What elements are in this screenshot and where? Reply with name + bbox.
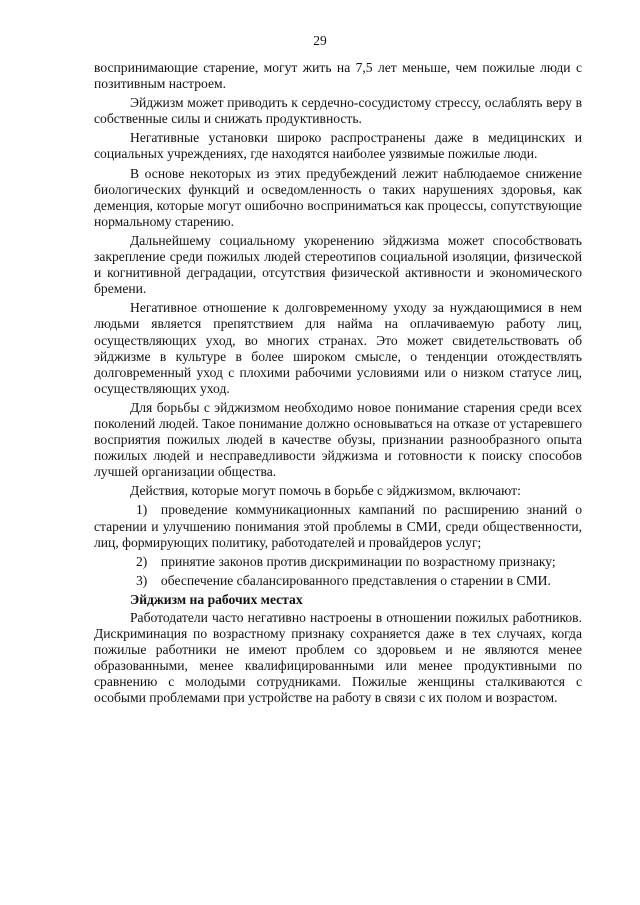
paragraph-negative-attitudes: Негативные установки широко распространены даже в медицинских и социальных учреждениях, где находятся наиболее уязвимые пожилые люди.	[94, 130, 582, 162]
paragraph-prejudice-basis: В основе некоторых из этих предубеждений лежит наблюдаемое снижение биологических функций и осведомленность о таких нарушениях здоровья, как деменция, которые могут ошибочно восприниматься как процессы, сопутствующие нормальному старению.	[94, 165, 582, 229]
page-number: 29	[313, 33, 327, 48]
paragraph-cardiovascular-stress: Эйджизм может приводить к сердечно-сосудистому стрессу, ослаблять веру в собственные силы и снижать продуктивность.	[94, 95, 582, 127]
page-body	[94, 60, 582, 710]
list-item-laws: 2) принятие законов против дискриминации по возрастному признаку;	[136, 553, 556, 569]
paragraph-continuation: воспринимающие старение, могут жить на 7,5 лет меньше, чем пожилые люди с позитивным настроем.	[94, 60, 582, 92]
paragraph-new-understanding: Для борьбы с эйджизмом необходимо новое понимание старения среди всех поколений людей. Такое понимание должно основываться на отказе от устаревшего восприятия пожилых людей в качестве обузы, признании разнообразного опыта пожилых людей и несправедливости эйджизма и готовности к поиску способов лучшей организации общества.	[94, 399, 582, 480]
paragraph-actions-intro: Действия, которые могут помочь в борьбе с эйджизмом, включают:	[130, 483, 521, 499]
paragraph-stereotypes: Дальнейшему социальному укоренению эйджизма может способствовать закрепление среди пожилых людей стереотипов социальной изоляции, физической и когнитивной деградации, отсутствия физической активности и экономического бремени.	[94, 232, 582, 297]
paragraph-employers: Работодатели часто негативно настроены в отношении пожилых работников. Дискриминация по возрастному признаку сохраняется даже в тех случаях, когда пожилые работники не имеют проблем со здоровьем и не являются менее образованными, менее квалифицированными или менее продуктивными по сравнению с молодыми сотрудниками. Пожилые женщины сталкиваются с особыми проблемами при устройстве на работу в связи с их полом и возрастом.	[94, 610, 582, 706]
list-item-media: 3) обеспечение сбалансированного представления о старении в СМИ.	[136, 572, 551, 588]
paragraph-long-term-care: Негативное отношение к долговременному уходу за нуждающимися в нем людьми является препятствием для найма на оплачиваемую работу лиц, осуществляющих уход, во многих странах. Это может свидетельствовать об эйджизме в культуре в более широком смысле, о тенденции отождествлять долговременный уход с плохими рабочими условиями или о низком статусе лиц, осуществляющих уход.	[94, 300, 582, 396]
section-heading: Эйджизм на рабочих местах	[130, 591, 303, 607]
list-item-campaigns: 1) проведение коммуникационных кампаний по расширению знаний о старении и улучшению понимания этой проблемы в СМИ, среди общественности, лиц, формирующих политику, работодателей и провайдеров услуг;	[94, 502, 582, 550]
